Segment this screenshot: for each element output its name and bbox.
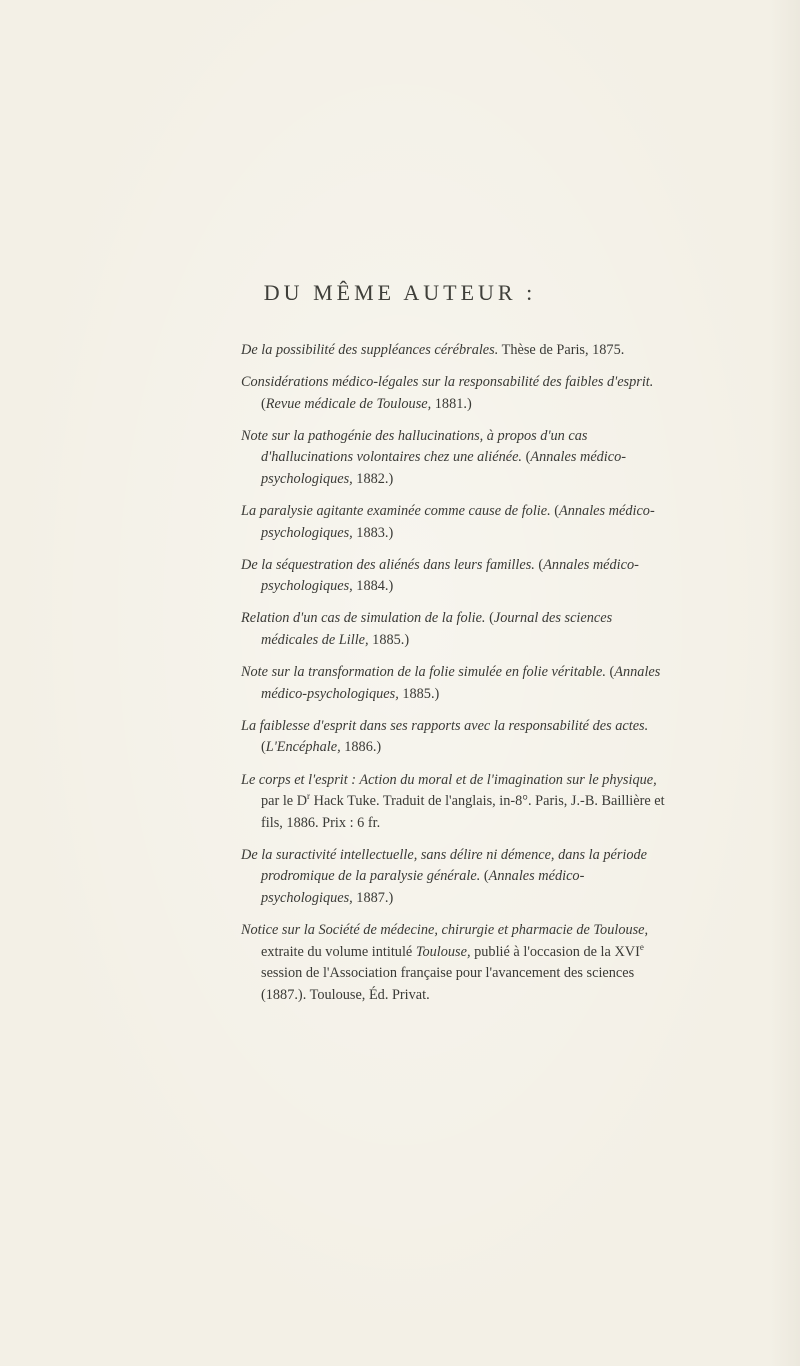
entry-citation: Annales médico-psychologiques, [261,868,585,906]
entry-details: ( [261,739,266,756]
bibliography-list [241,340,666,1017]
entry-title: Le corps et l'esprit : Action du moral et de l'imagination sur le physique, [241,771,657,788]
entry-date: 1884.) [352,578,394,595]
bibliography-entry [241,608,666,651]
entry-citation: Toulouse, [415,943,471,960]
entry-details-continued: publié à l'occasion de la XVI [470,943,640,960]
entry-title: De la suractivité intellectuelle, sans délire ni démence, dans la période prodromique de la paralysie générale. [241,846,648,885]
page-heading: DU MÊME AUTEUR : [263,280,537,305]
bibliography-entry [241,501,666,544]
entry-details: par le D [261,793,308,810]
superscript: e [639,941,644,952]
bibliography-entry [241,716,666,759]
bibliography-entry [241,662,666,705]
bibliography-entry [241,770,666,835]
entry-citation: Journal des sciences médicales de Lille, [261,610,613,649]
bibliography-entry [241,426,666,491]
entry-title: La paralysie agitante examinée comme cause de folie. [241,503,551,520]
entry-title: Note sur la transformation de la folie simulée en folie véritable. [241,664,606,681]
entry-date: 1885.) [398,685,440,702]
entry-title: De la possibilité des suppléances cérébrales. [241,342,499,358]
entry-date: 1886.) [340,739,382,756]
entry-details: ( [522,449,531,466]
bibliography-entry [241,920,666,1006]
entry-date: 1887.) [352,889,394,906]
entry-publication: Hack Tuke. Traduit de l'anglais, in-8°. Paris, J.-B. Baillière et fils, 1886. Prix : 6 fr. [261,793,665,831]
entry-citation: Annales médico-psychologiques, [261,556,639,595]
entry-details: ( [261,395,266,412]
entry-citation: Annales médico-psychologiques, [261,503,655,541]
entry-title: La faiblesse d'esprit dans ses rapports avec la responsabilité des actes. [241,717,649,734]
entry-citation: Annales médico-psychologiques, [261,449,627,487]
bibliography-entry [241,845,666,910]
entry-citation: L'Encéphale, [265,739,341,756]
entry-date: 1883.) [352,524,394,541]
entry-citation: Revue médicale de Toulouse, [265,395,432,412]
entry-publication: session de l'Association française pour l'avancement des sciences (1887.). Toulouse, Éd. Privat. [261,965,635,1003]
entry-date: 1885.) [368,632,410,649]
bibliography-entry [241,555,666,598]
entry-details: ( [605,664,615,681]
entry-title: Relation d'un cas de simulation de la folie. [241,610,486,627]
entry-title: Note sur la pathogénie des hallucinations, à propos d'un cas d'hallucinations volontaires chez une aliénée. [241,427,588,466]
entry-details: ( [485,610,494,627]
entry-title: Considérations médico-légales sur la responsabilité des faibles d'esprit. [241,374,654,391]
bibliography-entry [241,372,666,415]
entry-citation: Annales médico-psychologiques, [261,664,661,702]
page-edge-shadow [770,0,800,1366]
entry-details: extraite du volume intitulé [261,943,416,960]
superscript: r [307,791,311,802]
bibliography-entry [241,340,666,362]
entry-title: Notice sur la Société de médecine, chirurgie et pharmacie de Toulouse, [241,922,649,939]
entry-details: ( [534,556,544,573]
entry-title: De la séquestration des aliénés dans leurs familles. [241,556,535,573]
entry-details: ( [480,868,489,885]
entry-date: 1881.) [431,395,472,412]
entry-details: ( [550,503,560,520]
entry-date: 1882.) [352,470,394,487]
entry-details: Thèse de Paris, 1875. [498,342,625,358]
